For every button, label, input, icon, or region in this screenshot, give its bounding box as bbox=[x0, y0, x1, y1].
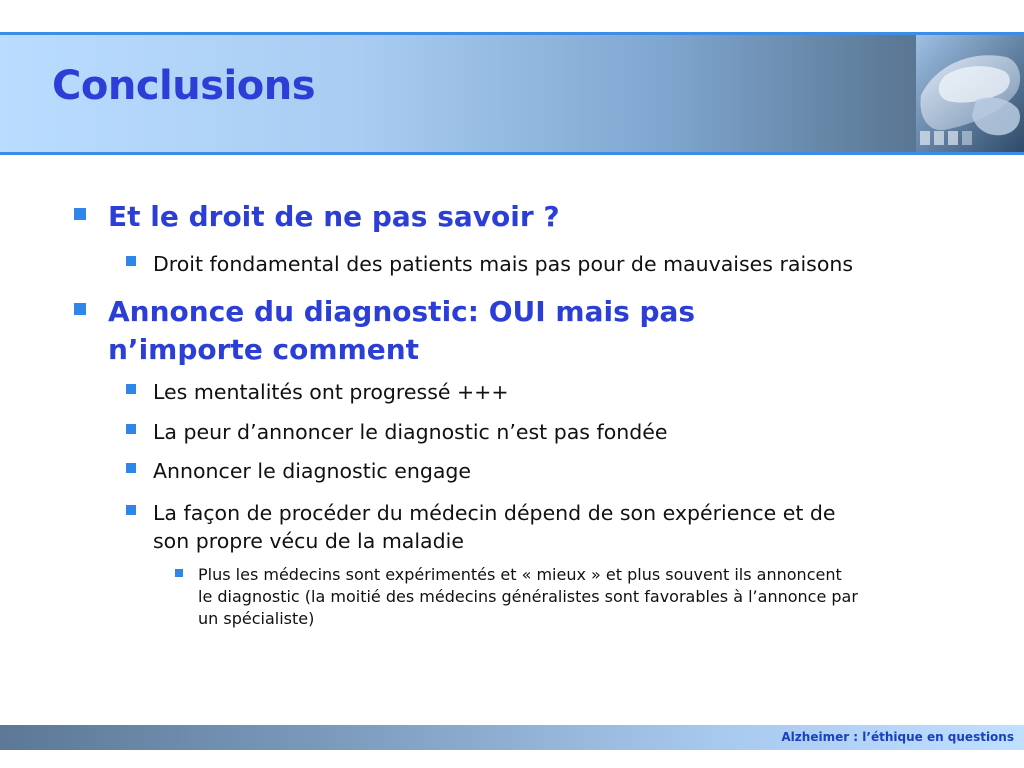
square-bullet-icon bbox=[175, 569, 183, 577]
bullet-text-line1: Plus les médecins sont expérimentés et « mieux » et plus souvent ils annoncent bbox=[198, 565, 842, 584]
footer-band bbox=[0, 725, 1024, 750]
footer-caption: Alzheimer : l’éthique en questions bbox=[781, 730, 1014, 744]
bullet-text: Les mentalités ont progressé +++ bbox=[153, 380, 509, 404]
square-bullet-icon bbox=[126, 505, 136, 515]
bullet-text: Droit fondamental des patients mais pas pour de mauvaises raisons bbox=[153, 252, 854, 276]
bullet-text: Et le droit de ne pas savoir ? bbox=[108, 200, 560, 233]
bullet-text: Annoncer le diagnostic engage bbox=[153, 459, 472, 483]
bullet-text-line3: un spécialiste) bbox=[198, 609, 315, 628]
square-bullet-icon bbox=[74, 303, 86, 315]
square-bullet-icon bbox=[74, 208, 86, 220]
square-bullet-icon bbox=[126, 256, 136, 266]
square-bullet-icon bbox=[126, 424, 136, 434]
bullet-text: La peur d’annoncer le diagnostic n’est pas fondée bbox=[153, 420, 668, 444]
bullet-text-line1: La façon de procéder du médecin dépend de son expérience et de bbox=[153, 501, 836, 525]
bullet-text-line2: le diagnostic (la moitié des médecins généralistes sont favorables à l’annonce par bbox=[198, 587, 858, 606]
bullet-text-line2: son propre vécu de la maladie bbox=[153, 529, 464, 553]
square-bullet-icon bbox=[126, 463, 136, 473]
square-bullet-icon bbox=[126, 384, 136, 394]
slide-title: Conclusions bbox=[52, 63, 315, 109]
bullet-text-line2: n’importe comment bbox=[108, 333, 420, 366]
bullet-text-line1: Annonce du diagnostic: OUI mais pas bbox=[108, 295, 696, 328]
